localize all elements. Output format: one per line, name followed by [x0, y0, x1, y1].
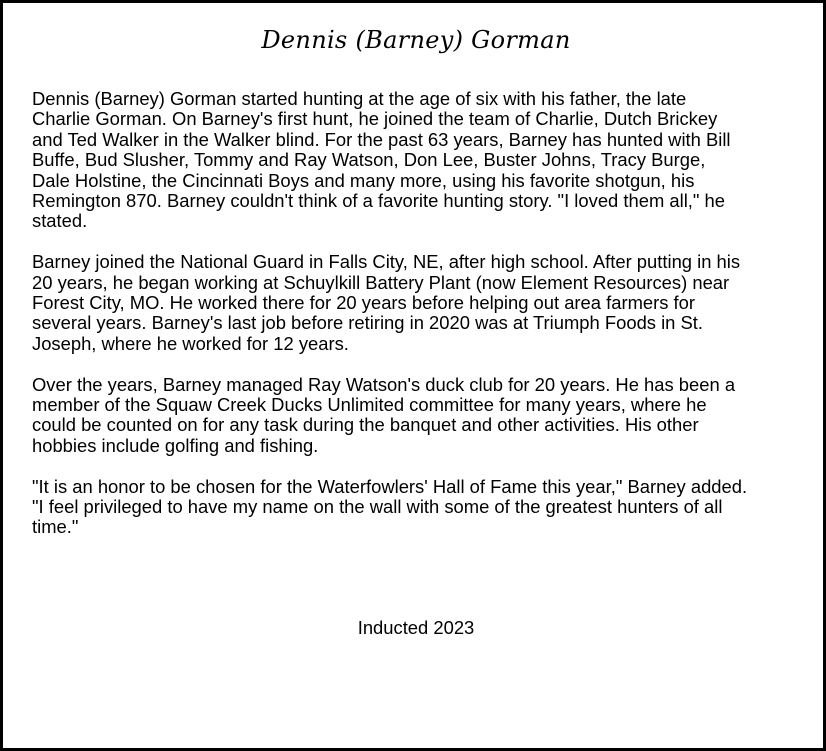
paragraph-quote: "It is an honor to be chosen for the Waterfowlers' Hall of Fame this year," Barney added. "I feel privileged to have my name on the wall with some of the greatest hunters of all time." [32, 475, 748, 538]
paragraph-duck-club: Over the years, Barney managed Ray Watson's duck club for 20 years. He has been a member of the Squaw Creek Ducks Unlimited committee for many years, where he could be counted on for any task during the banquet and other activities. His other hobbies include golfing and fishing. [32, 373, 736, 456]
paragraph-hunting-history: Dennis (Barney) Gorman started hunting at the age of six with his father, the late Charlie Gorman. On Barney's first hunt, he joined the team of Charlie, Dutch Brickey and Ted Walker in the Walker blind. For the past 63 years, Barney has hunted with Bill Buffe, Bud Slusher, Tommy and Ray Watson, Don Lee, Buster Johns, Tracy Burge, Dale Holstine, the Cincinnati Boys and many more, using his favorite shotgun, his Remington 870. Barney couldn't think of a favorite hunting story. "I loved them all," he stated. [32, 88, 731, 232]
biography-text [32, 89, 822, 558]
paragraph-career: Barney joined the National Guard in Falls City, NE, after high school. After putting in his 20 years, he began working at Schuylkill Battery Plant (now Element Resources) near Forest City, MO. He worked there for 20 years before helping out area farmers for several years. Barney's last job before retiring in 2020 was at Triumph Foods in St. Joseph, where he worked for 12 years. [32, 251, 741, 354]
page-title: Dennis (Barney) Gorman [261, 26, 571, 54]
inducted-year: Inducted 2023 [357, 617, 475, 638]
